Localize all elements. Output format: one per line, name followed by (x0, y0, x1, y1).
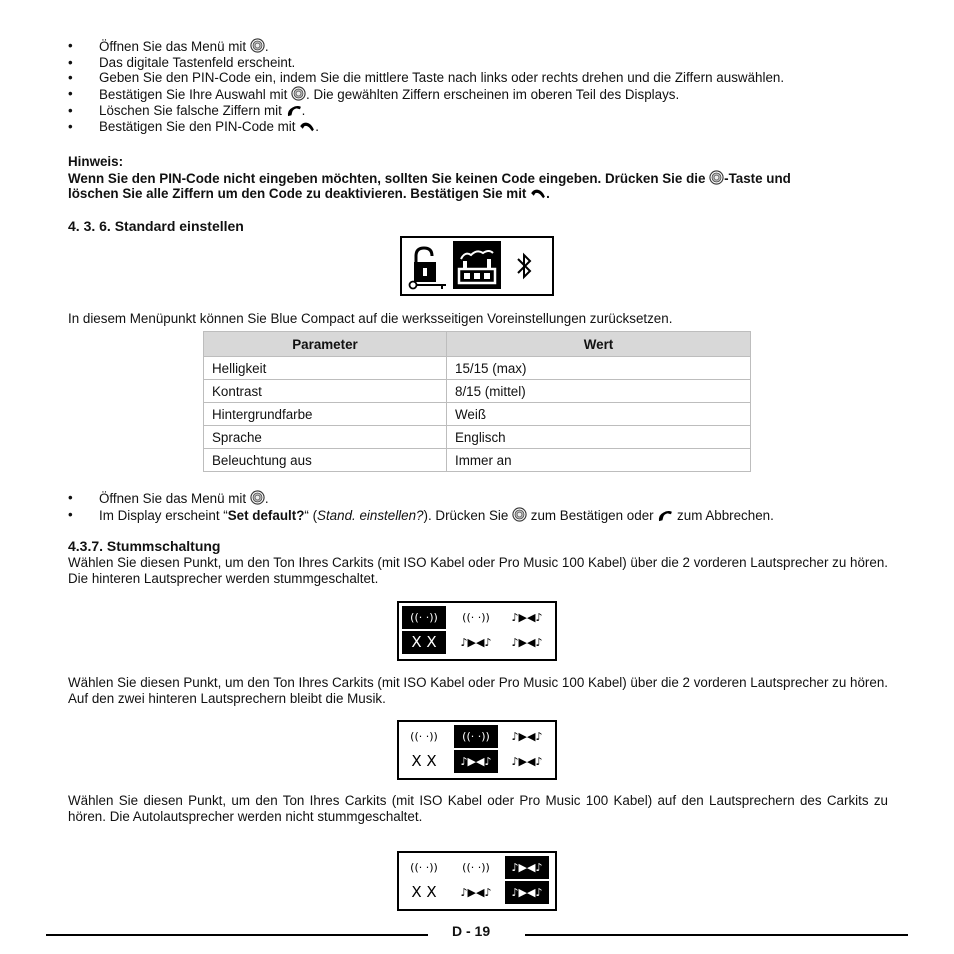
mute-display-1 (397, 601, 557, 661)
menu-display (400, 236, 554, 296)
music-cell: ♪▶◀♪ (511, 730, 543, 743)
call-end-icon (299, 121, 315, 133)
table-cell: Sprache (204, 426, 447, 449)
mute-x-cell: X X (411, 752, 437, 770)
speaker-wave-cell: ((· ·)) (402, 606, 446, 629)
mute-display-2 (397, 720, 557, 780)
paragraph-mute-3: Wählen Sie diesen Punkt, um den Ton Ihres Carkits (mit ISO Kabel oder Pro Music 100 Kabel) auf den Lautsprechern des Carkits zu hören. Die Autolautsprecher werden nicht stummgeschaltet. (68, 793, 888, 824)
note-label: Hinweis: (68, 154, 124, 169)
list-item: • Öffnen Sie das Menü mit . (68, 38, 898, 55)
list-item: • Das digitale Tastenfeld erscheint. (68, 55, 898, 71)
bluetooth-icon (512, 250, 536, 282)
dial-button-icon (512, 507, 527, 522)
note-line-2: löschen Sie alle Ziffern um den Code zu deaktivieren. Bestätigen Sie mit . (68, 186, 550, 202)
speaker-wave-cell: ((· ·)) (410, 861, 438, 874)
mute-x-cell: X X (411, 883, 437, 901)
table-cell: Weiß (447, 403, 751, 426)
speaker-wave-cell: ((· ·)) (454, 725, 498, 748)
section-heading-standard: 4. 3. 6. Standard einstellen (68, 218, 244, 234)
column-header: Wert (447, 332, 751, 357)
table-row (204, 380, 751, 403)
music-cell: ♪▶◀♪ (454, 750, 498, 773)
music-cell: ♪▶◀♪ (511, 755, 543, 768)
table-row (204, 403, 751, 426)
section-heading-mute: 4.3.7. Stummschaltung (68, 538, 221, 554)
footer-rule-left (46, 934, 428, 936)
table-row (204, 426, 751, 449)
list-item: • Geben Sie den PIN-Code ein, indem Sie die mittlere Taste nach links oder rechts drehen und die Ziffern auswählen. (68, 70, 898, 86)
paragraph-mute-2: Wählen Sie diesen Punkt, um den Ton Ihres Carkits (mit ISO Kabel oder Pro Music 100 Kabel) über die 2 vorderen Lautsprecher zu hören. Auf den zwei hinteren Lautsprechern bleibt die Musik. (68, 675, 888, 706)
music-cell: ♪▶◀♪ (505, 881, 549, 904)
speaker-wave-cell: ((· ·)) (462, 611, 490, 624)
table-cell: 8/15 (mittel) (447, 380, 751, 403)
list-item: • Öffnen Sie das Menü mit . (68, 490, 898, 507)
defaults-table (203, 331, 751, 472)
call-accept-icon (286, 105, 302, 117)
dial-button-icon (250, 38, 265, 53)
column-header: Parameter (204, 332, 447, 357)
page-number: D - 19 (452, 923, 491, 939)
music-cell: ♪▶◀♪ (460, 886, 492, 899)
table-cell: Kontrast (204, 380, 447, 403)
speaker-wave-cell: ((· ·)) (462, 861, 490, 874)
factory-icon-selected (453, 241, 501, 289)
call-end-icon (530, 188, 546, 200)
dial-button-icon (291, 86, 306, 101)
footer-rule-right (525, 934, 908, 936)
call-accept-icon (657, 510, 673, 522)
list-item: • Bestätigen Sie Ihre Auswahl mit . Die gewählten Ziffern erscheinen im oberen Teil des Displays. (68, 86, 898, 103)
mute-display-3 (397, 851, 557, 911)
mute-x-cell: X X (402, 631, 446, 654)
padlock-key-icon (406, 242, 450, 290)
table-cell: 15/15 (max) (447, 357, 751, 380)
bullet-list-pin (68, 38, 898, 134)
music-cell: ♪▶◀♪ (511, 611, 543, 624)
bullet-list-default (68, 490, 898, 523)
note-line-1: Wenn Sie den PIN-Code nicht eingeben möchten, sollten Sie keinen Code eingeben. Drücken Sie die -Taste und (68, 170, 791, 186)
music-cell: ♪▶◀♪ (505, 856, 549, 879)
table-cell: Immer an (447, 449, 751, 472)
dial-button-icon (250, 490, 265, 505)
table-cell: Hintergrundfarbe (204, 403, 447, 426)
section-intro: In diesem Menüpunkt können Sie Blue Compact auf die werksseitigen Voreinstellungen zurücksetzen. (68, 311, 673, 326)
paragraph-mute-1: Wählen Sie diesen Punkt, um den Ton Ihres Carkits (mit ISO Kabel oder Pro Music 100 Kabel) über die 2 vorderen Lautsprecher zu hören. Die hinteren Lautsprecher werden stummgeschaltet. (68, 555, 888, 586)
table-cell: Englisch (447, 426, 751, 449)
list-item: • Im Display erscheint “Set default?“ (Stand. einstellen?). Drücken Sie zum Bestätigen oder zum Abbrechen. (68, 507, 898, 524)
table-cell: Helligkeit (204, 357, 447, 380)
dial-button-icon (709, 170, 724, 185)
note-block (68, 154, 898, 202)
list-item: • Bestätigen Sie den PIN-Code mit . (68, 119, 898, 135)
list-item: • Löschen Sie falsche Ziffern mit . (68, 103, 898, 119)
speaker-wave-cell: ((· ·)) (410, 730, 438, 743)
table-cell: Beleuchtung aus (204, 449, 447, 472)
music-cell: ♪▶◀♪ (460, 636, 492, 649)
table-row (204, 449, 751, 472)
factory-icon (453, 241, 501, 289)
music-cell: ♪▶◀♪ (511, 636, 543, 649)
table-row (204, 357, 751, 380)
